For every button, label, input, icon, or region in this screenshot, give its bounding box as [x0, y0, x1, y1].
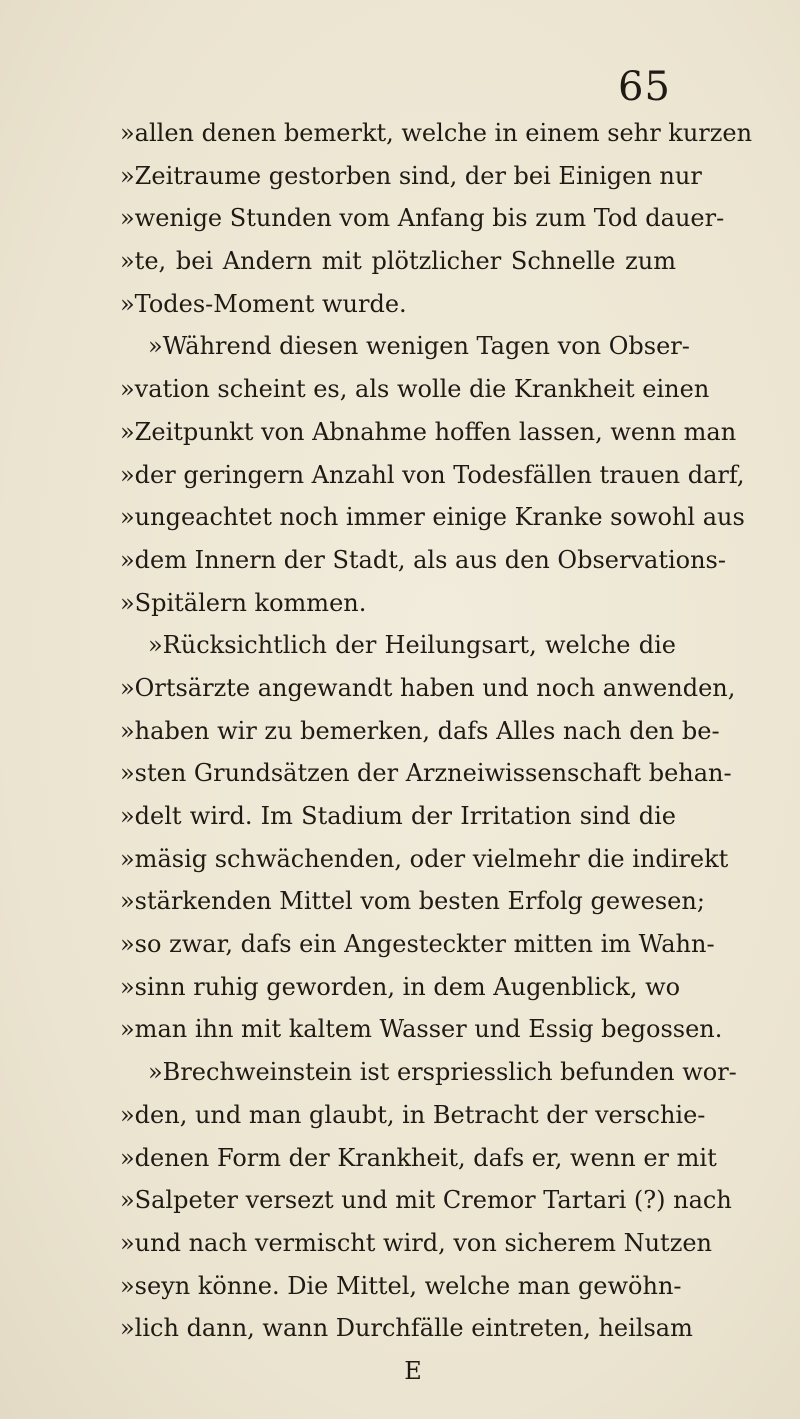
- text-line: »sinn ruhig geworden, in dem Augenblick, wo: [120, 972, 681, 1001]
- page-number: 65: [618, 64, 671, 110]
- text-line: »sten Grundsätzen der Arzneiwissenschaft behan-: [120, 759, 732, 788]
- text-line: »Zeitraume gestorben sind, der bei Einigen nur: [120, 161, 702, 190]
- text-line: »Rücksichtlich der Heilungsart, welche die: [148, 631, 676, 660]
- text-line: »so zwar, dafs ein Angesteckter mitten im Wahn-: [120, 930, 715, 959]
- text-line: »haben wir zu bemerken, dafs Alles nach den be-: [120, 716, 720, 745]
- text-line: »lich dann, wann Durchfälle eintreten, heilsam: [120, 1314, 693, 1343]
- text-line: »Während diesen wenigen Tagen von Obser-: [148, 332, 690, 361]
- text-line: »te, bei Andern mit plötzlicher Schnelle zum: [120, 247, 676, 276]
- text-line: »denen Form der Krankheit, dafs er, wenn er mit: [120, 1143, 717, 1172]
- text-line: »Todes-Moment wurde.: [120, 289, 407, 318]
- text-line: »Zeitpunkt von Abnahme hoffen lassen, wenn man: [120, 417, 737, 446]
- text-line: »den, und man glaubt, in Betracht der verschie-: [120, 1100, 706, 1129]
- text-line: »wenige Stunden vom Anfang bis zum Tod dauer-: [120, 204, 725, 233]
- signature-mark: E: [404, 1356, 422, 1385]
- text-line: »der geringern Anzahl von Todesfällen trauen darf,: [120, 460, 745, 489]
- text-line: »man ihn mit kaltem Wasser und Essig begossen.: [120, 1015, 723, 1044]
- text-line: »Salpeter versezt und mit Cremor Tartari (?) nach: [120, 1186, 732, 1215]
- text-line: »dem Innern der Stadt, als aus den Observations-: [120, 545, 726, 574]
- text-line: »stärkenden Mittel vom besten Erfolg gewesen;: [120, 887, 705, 916]
- text-line: »vation scheint es, als wolle die Krankheit einen: [120, 375, 710, 404]
- text-line: »allen denen bemerkt, welche in einem sehr kurzen: [120, 119, 753, 147]
- body-text: [120, 112, 753, 1393]
- text-line: »Spitälern kommen.: [120, 588, 367, 617]
- text-line: »Brechweinstein ist erspriesslich befunden wor-: [148, 1058, 737, 1087]
- text-line: »ungeachtet noch immer einige Kranke sowohl aus: [120, 503, 745, 532]
- text-line: »seyn könne. Die Mittel, welche man gewöhn-: [120, 1271, 682, 1300]
- text-line: »Ortsärzte angewandt haben und noch anwenden,: [120, 673, 736, 702]
- text-line: »und nach vermischt wird, von sicherem Nutzen: [120, 1228, 713, 1257]
- text-line: »mäsig schwächenden, oder vielmehr die indirekt: [120, 844, 729, 873]
- text-line: »delt wird. Im Stadium der Irritation sind die: [120, 802, 676, 830]
